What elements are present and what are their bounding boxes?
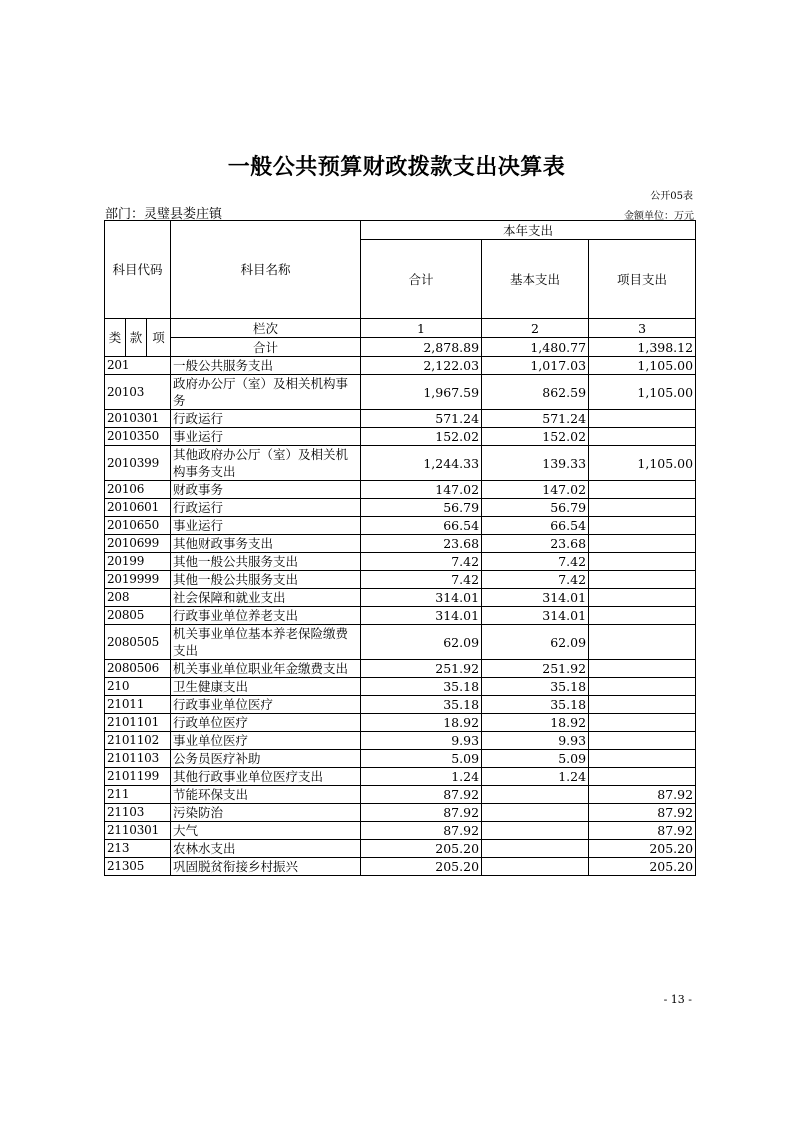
header-kuan: 款 (126, 319, 147, 357)
table-row (105, 375, 696, 410)
row-total: 7.42 (361, 553, 482, 571)
table-row (105, 517, 696, 535)
row-code: 2101101 (105, 714, 171, 732)
row-total: 23.68 (361, 535, 482, 553)
row-code: 210 (105, 678, 171, 696)
row-project: 87.92 (589, 804, 696, 822)
row-code: 201 (105, 357, 171, 375)
row-project (589, 625, 696, 660)
row-name: 农林水支出 (171, 840, 361, 858)
row-project (589, 732, 696, 750)
row-code: 2010650 (105, 517, 171, 535)
row-project (589, 660, 696, 678)
header-basic: 基本支出 (482, 240, 589, 319)
table-row (105, 732, 696, 750)
table-row (105, 768, 696, 786)
row-project (589, 750, 696, 768)
row-total: 314.01 (361, 589, 482, 607)
row-project (589, 517, 696, 535)
header-column-label: 栏次 (171, 319, 361, 338)
row-total: 1.24 (361, 768, 482, 786)
row-name: 其他行政事业单位医疗支出 (171, 768, 361, 786)
table-row (105, 678, 696, 696)
department-label: 部门：灵璧县娄庄镇 (105, 207, 223, 222)
totals-total: 2,878.89 (361, 338, 482, 357)
row-name: 其他政府办公厅（室）及相关机构事务支出 (171, 446, 361, 481)
row-code: 20106 (105, 481, 171, 499)
row-project (589, 768, 696, 786)
row-name: 巩固脱贫衔接乡村振兴 (171, 858, 361, 876)
row-code: 2110301 (105, 822, 171, 840)
row-total: 7.42 (361, 571, 482, 589)
table-row (105, 428, 696, 446)
row-name: 节能环保支出 (171, 786, 361, 804)
row-basic: 862.59 (482, 375, 589, 410)
row-basic: 314.01 (482, 589, 589, 607)
header-name: 科目名称 (171, 221, 361, 319)
budget-table (104, 220, 696, 876)
row-project: 1,105.00 (589, 375, 696, 410)
table-row (105, 696, 696, 714)
header-total: 合计 (361, 240, 482, 319)
row-name: 污染防治 (171, 804, 361, 822)
table-row (105, 607, 696, 625)
row-basic: 251.92 (482, 660, 589, 678)
row-total: 205.20 (361, 858, 482, 876)
row-code: 2080506 (105, 660, 171, 678)
row-total: 251.92 (361, 660, 482, 678)
row-total: 62.09 (361, 625, 482, 660)
row-basic: 1,017.03 (482, 357, 589, 375)
row-project (589, 714, 696, 732)
row-code: 2019999 (105, 571, 171, 589)
row-name: 社会保障和就业支出 (171, 589, 361, 607)
row-total: 2,122.03 (361, 357, 482, 375)
row-name: 财政事务 (171, 481, 361, 499)
row-code: 2010699 (105, 535, 171, 553)
row-project: 1,105.00 (589, 446, 696, 481)
row-total: 9.93 (361, 732, 482, 750)
row-code: 2010350 (105, 428, 171, 446)
row-code: 2010601 (105, 499, 171, 517)
row-basic: 1.24 (482, 768, 589, 786)
row-basic (482, 858, 589, 876)
row-name: 行政事业单位医疗 (171, 696, 361, 714)
page-title: 一般公共预算财政拨款支出决算表 (227, 155, 566, 180)
header-col3: 3 (589, 319, 696, 338)
row-project (589, 535, 696, 553)
row-name: 卫生健康支出 (171, 678, 361, 696)
row-basic (482, 804, 589, 822)
form-number: 公开05表 (650, 191, 693, 202)
row-project (589, 428, 696, 446)
row-code: 213 (105, 840, 171, 858)
row-total: 152.02 (361, 428, 482, 446)
header-project: 项目支出 (589, 240, 696, 319)
row-project (589, 410, 696, 428)
row-total: 87.92 (361, 822, 482, 840)
table-row (105, 714, 696, 732)
row-name: 机关事业单位基本养老保险缴费支出 (171, 625, 361, 660)
header-col2: 2 (482, 319, 589, 338)
row-project: 205.20 (589, 840, 696, 858)
row-code: 20805 (105, 607, 171, 625)
table-row (105, 535, 696, 553)
row-basic: 7.42 (482, 571, 589, 589)
row-name: 一般公共服务支出 (171, 357, 361, 375)
row-name: 机关事业单位职业年金缴费支出 (171, 660, 361, 678)
table-row (105, 786, 696, 804)
row-project (589, 607, 696, 625)
row-project: 87.92 (589, 786, 696, 804)
row-name: 行政事业单位养老支出 (171, 607, 361, 625)
row-basic: 5.09 (482, 750, 589, 768)
table-row (105, 446, 696, 481)
table-row (105, 553, 696, 571)
row-basic: 23.68 (482, 535, 589, 553)
row-code: 2010301 (105, 410, 171, 428)
row-code: 20103 (105, 375, 171, 410)
row-basic (482, 840, 589, 858)
row-basic: 66.54 (482, 517, 589, 535)
header-current-year: 本年支出 (361, 221, 696, 240)
table-row (105, 589, 696, 607)
row-project (589, 571, 696, 589)
header-code: 科目代码 (105, 221, 171, 319)
row-name: 事业运行 (171, 517, 361, 535)
table-row (105, 625, 696, 660)
row-total: 1,244.33 (361, 446, 482, 481)
row-name: 事业单位医疗 (171, 732, 361, 750)
row-project (589, 678, 696, 696)
row-basic (482, 786, 589, 804)
row-total: 87.92 (361, 786, 482, 804)
unit-label: 金额单位：万元 (624, 211, 694, 222)
row-basic: 147.02 (482, 481, 589, 499)
table-row (105, 822, 696, 840)
table-row (105, 410, 696, 428)
row-basic (482, 822, 589, 840)
row-total: 314.01 (361, 607, 482, 625)
row-basic: 7.42 (482, 553, 589, 571)
row-basic: 152.02 (482, 428, 589, 446)
row-basic: 18.92 (482, 714, 589, 732)
row-code: 2010399 (105, 446, 171, 481)
totals-label: 合计 (171, 338, 361, 357)
table-row (105, 750, 696, 768)
row-project: 87.92 (589, 822, 696, 840)
row-code: 20199 (105, 553, 171, 571)
row-name: 公务员医疗补助 (171, 750, 361, 768)
row-basic: 9.93 (482, 732, 589, 750)
row-project (589, 499, 696, 517)
header-col1: 1 (361, 319, 482, 338)
row-name: 行政运行 (171, 410, 361, 428)
table-row (105, 481, 696, 499)
table-row (105, 571, 696, 589)
row-total: 87.92 (361, 804, 482, 822)
row-code: 2101103 (105, 750, 171, 768)
row-code: 211 (105, 786, 171, 804)
row-code: 2101102 (105, 732, 171, 750)
row-name: 事业运行 (171, 428, 361, 446)
row-basic: 56.79 (482, 499, 589, 517)
table-row (105, 660, 696, 678)
row-total: 571.24 (361, 410, 482, 428)
row-code: 21305 (105, 858, 171, 876)
row-code: 2101199 (105, 768, 171, 786)
row-code: 2080505 (105, 625, 171, 660)
page-number: - 13 - (663, 993, 692, 1006)
row-total: 1,967.59 (361, 375, 482, 410)
row-basic: 139.33 (482, 446, 589, 481)
row-code: 21103 (105, 804, 171, 822)
row-name: 其他财政事务支出 (171, 535, 361, 553)
row-basic: 35.18 (482, 696, 589, 714)
row-code: 208 (105, 589, 171, 607)
row-total: 35.18 (361, 678, 482, 696)
row-basic: 35.18 (482, 678, 589, 696)
header-xiang: 项 (147, 319, 171, 357)
row-name: 其他一般公共服务支出 (171, 571, 361, 589)
totals-basic: 1,480.77 (482, 338, 589, 357)
table-row (105, 858, 696, 876)
table-row (105, 840, 696, 858)
header-lei: 类 (105, 319, 126, 357)
totals-project: 1,398.12 (589, 338, 696, 357)
row-code: 21011 (105, 696, 171, 714)
row-name: 行政运行 (171, 499, 361, 517)
row-total: 147.02 (361, 481, 482, 499)
table-row (105, 804, 696, 822)
row-total: 35.18 (361, 696, 482, 714)
row-name: 大气 (171, 822, 361, 840)
row-name: 行政单位医疗 (171, 714, 361, 732)
row-total: 18.92 (361, 714, 482, 732)
row-project: 205.20 (589, 858, 696, 876)
table-row (105, 499, 696, 517)
row-project: 1,105.00 (589, 357, 696, 375)
row-basic: 314.01 (482, 607, 589, 625)
table-row (105, 357, 696, 375)
row-total: 205.20 (361, 840, 482, 858)
row-total: 56.79 (361, 499, 482, 517)
row-name: 政府办公厅（室）及相关机构事务 (171, 375, 361, 410)
row-project (589, 696, 696, 714)
row-project (589, 481, 696, 499)
row-basic: 571.24 (482, 410, 589, 428)
row-name: 其他一般公共服务支出 (171, 553, 361, 571)
row-total: 5.09 (361, 750, 482, 768)
row-project (589, 589, 696, 607)
row-total: 66.54 (361, 517, 482, 535)
row-project (589, 553, 696, 571)
row-basic: 62.09 (482, 625, 589, 660)
